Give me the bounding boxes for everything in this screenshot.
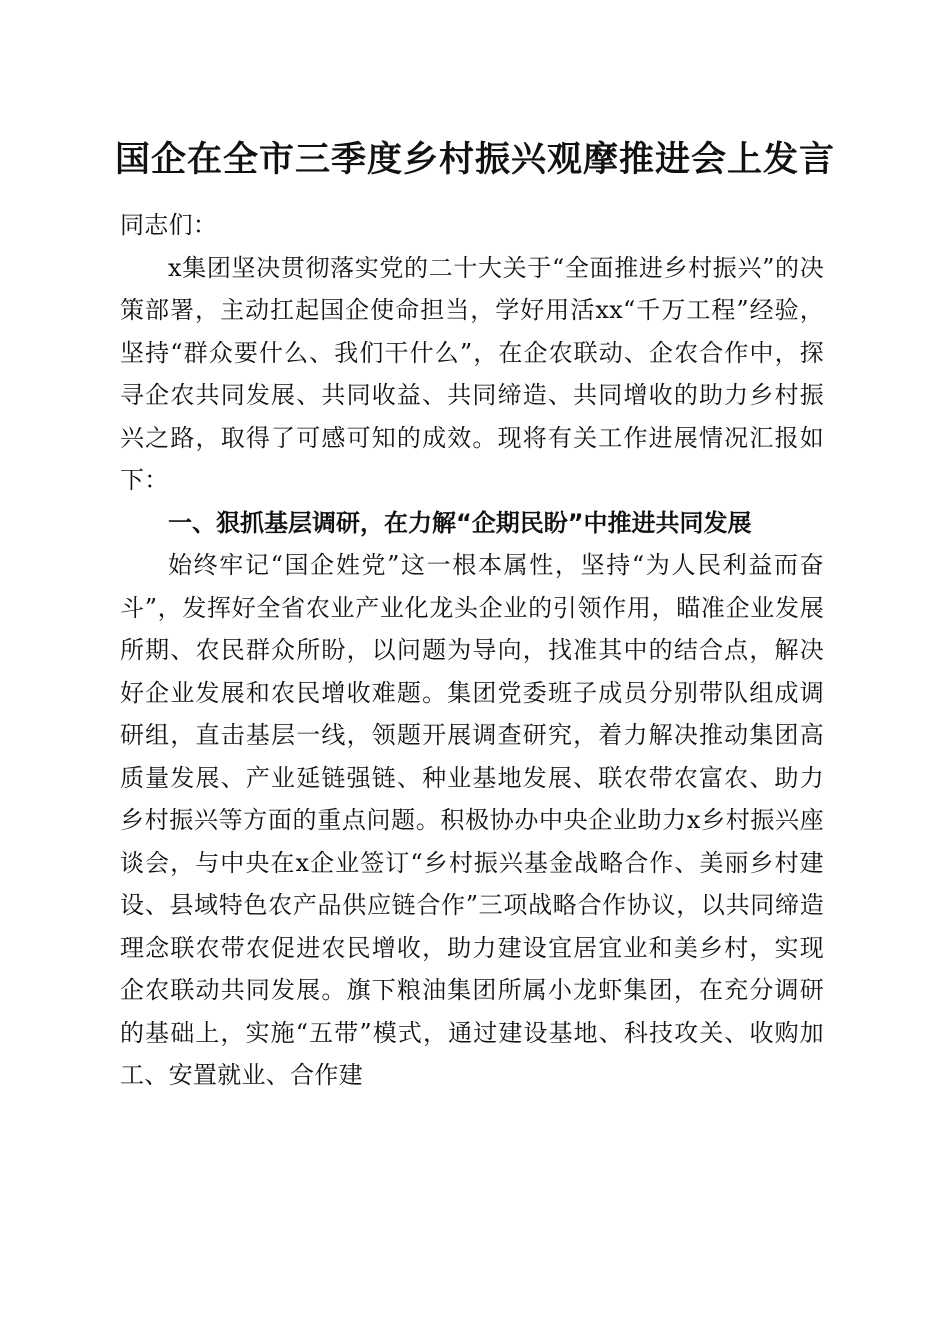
section-1-paragraph: 始终牢记“国企姓党”这一根本属性，坚持“为人民利益而奋斗”，发挥好全省农业产业化龙头企业的引领作用，瞄准企业发展所期、农民群众所盼，以问题为导向，找准其中的结合点，解决好企业发展和农民增收难题。集团党委班子成员分别带队组成调研组，直击基层一线，领题开展调查研究，着力解决推动集团高质量发展、产业延链强链、种业基地发展、联农带农富农、助力乡村振兴等方面的重点问题。积极协办中央企业助力x乡村振兴座谈会，与中央在x企业签订“乡村振兴基金战略合作、美丽乡村建设、县域特色农产品供应链合作”三项战略合作协议，以共同缔造理念联农带农促进农民增收，助力建设宜居宜业和美乡村，实现企农联动共同发展。旗下粮油集团所属小龙虾集团，在充分调研的基础上，实施“五带”模式，通过建设基地、科技攻关、收购加工、安置就业、合作建 <box>120 551 824 1089</box>
section-1-heading: 一、狠抓基层调研，在力解“企期民盼”中推进共同发展 <box>168 508 752 537</box>
document-title: 国企在全市三季度乡村振兴观摩推进会上发言 <box>114 139 835 180</box>
salutation: 同志们： <box>120 211 218 239</box>
intro-paragraph: x集团坚决贯彻落实党的二十大关于“全面推进乡村振兴”的决策部署，主动扛起国企使命担当，学好用活xx“千万工程”经验，坚持“群众要什么、我们干什么”，在企农联动、企农合作中，探寻企农共同发展、共同收益、共同缔造、共同增收的助力乡村振兴之路，取得了可感可知的成效。现将有关工作进展情况汇报如下： <box>120 253 824 494</box>
document-body <box>120 204 824 1097</box>
